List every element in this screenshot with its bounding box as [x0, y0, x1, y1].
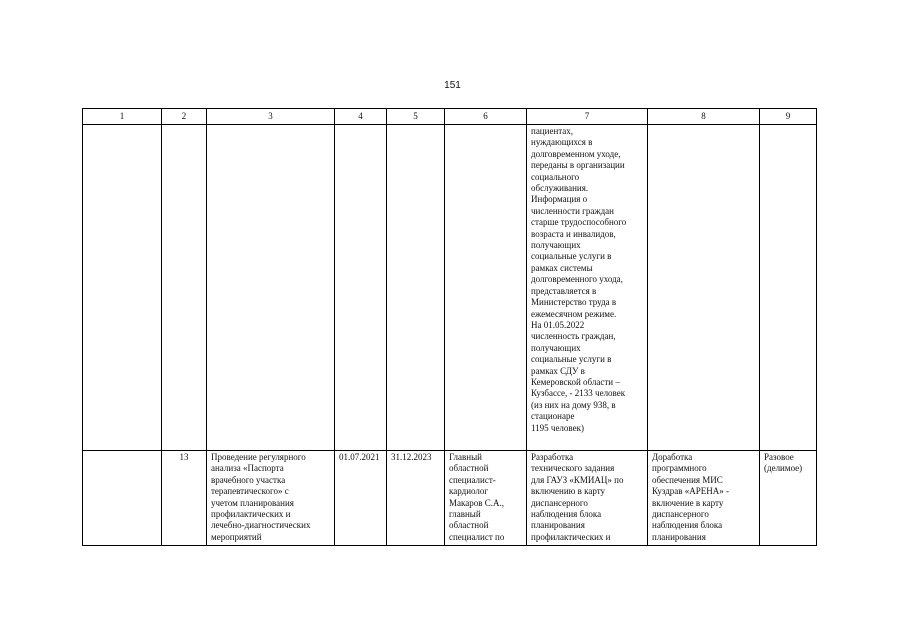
continuation-result-cell: пациентах, нуждающихся в долговременном уходе, переданы в организации социального обслуживания. Информация о численности граждан старше трудоспособного возраста и инвалидов, получающих социальные услуги в рамках системы долговременного ухода, представляется в Министерство труда в ежемесячном режиме. На 01.05.2022 численность граждан, получающих социальные услуги в рамках СДУ в Кемеровской области – Кузбассе, - 2133 человек (из них на дому 938, в стационаре 1195 человек)	[527, 125, 648, 451]
column-header-8: 8	[648, 109, 760, 125]
periodicity-cell	[760, 451, 817, 546]
table-cell	[207, 125, 335, 451]
column-header-2: 2	[162, 109, 207, 125]
software-cell	[648, 451, 760, 546]
end-date-cell: 31.12.2023	[387, 451, 445, 546]
row-number-cell: 13	[162, 451, 207, 546]
column-header-7: 7	[527, 109, 648, 125]
periodicity-text: Разовое (делимое)	[764, 452, 803, 474]
column-header-4: 4	[335, 109, 387, 125]
responsible-cell	[445, 451, 527, 546]
table-cell	[83, 451, 162, 546]
result-cell	[527, 451, 648, 546]
activity-text: Проведение регулярного анализа «Паспорта врачебного участка терапевтического» с учетом планирования профилактических и лечебно-диагностических мероприятий	[211, 452, 311, 542]
page-number: 151	[444, 80, 461, 91]
column-header-9: 9	[760, 109, 817, 125]
table-row-continuation	[83, 125, 817, 451]
column-header-5: 5	[387, 109, 445, 125]
table-cell	[445, 125, 527, 451]
result-text: Разработка технического задания для ГАУЗ «КМИАЦ» по включению в карту диспансерного наблюдения блока планирования профилактических и	[531, 452, 624, 542]
responsible-text: Главный областной специалист- кардиолог Макаров С.А., главный областной специалист по	[449, 452, 505, 542]
table-cell	[335, 125, 387, 451]
table-cell	[387, 125, 445, 451]
table-row-13	[83, 451, 817, 546]
table-cell	[83, 125, 162, 451]
table-header-row	[83, 109, 817, 125]
column-header-3: 3	[207, 109, 335, 125]
document-table	[82, 108, 817, 546]
column-header-1: 1	[83, 109, 162, 125]
table-cell	[162, 125, 207, 451]
software-text: Доработка программного обеспечения МИС Куздрав «АРЕНА» - включение в карту диспансерного наблюдения блока планирования	[652, 452, 730, 542]
table-cell	[648, 125, 760, 451]
start-date-cell: 01.07.2021	[335, 451, 387, 546]
table-cell	[760, 125, 817, 451]
column-header-6: 6	[445, 109, 527, 125]
activity-cell	[207, 451, 335, 546]
